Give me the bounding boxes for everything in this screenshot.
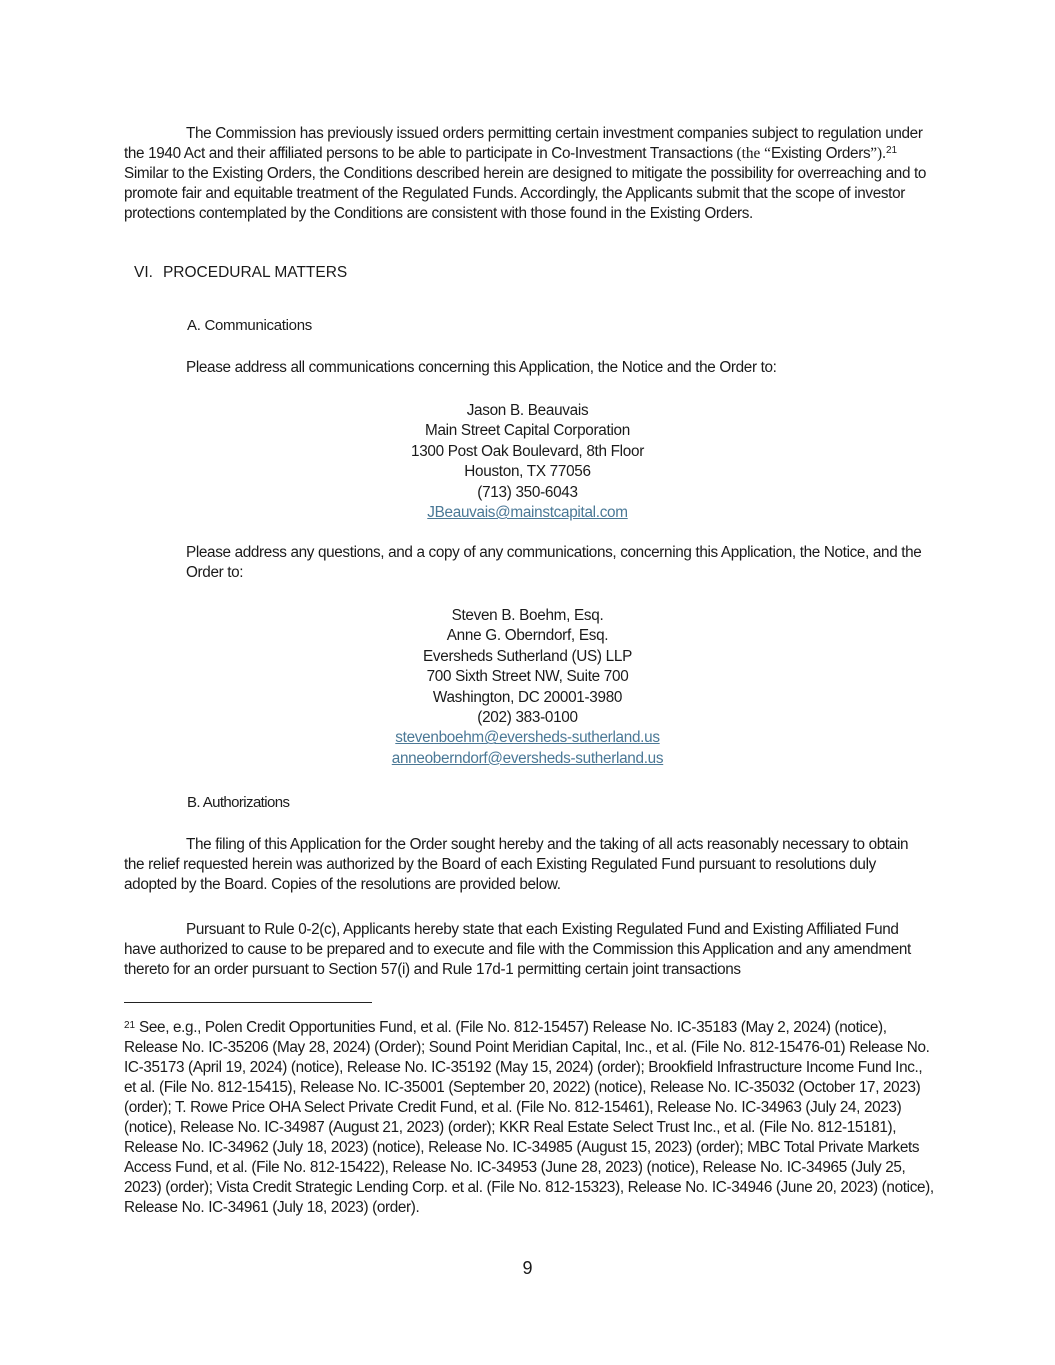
contact-name: Jason B. Beauvais [466, 402, 589, 419]
quote-close: ”). [870, 145, 886, 162]
contact-email-link[interactable]: anneoberndorf@eversheds-sutherland.us [391, 749, 664, 767]
contact-name: Anne G. Oberndorf, Esq. [446, 627, 609, 645]
contact-email-link[interactable]: stevenboehm@eversheds-sutherland.us [395, 729, 660, 747]
footnote-reference[interactable]: 21 [885, 145, 898, 156]
contact-phone: (202) 383-0100 [477, 709, 578, 727]
contact-city: Washington, DC 20001-3980 [432, 688, 623, 706]
contact-city: Houston, TX 77056 [464, 463, 591, 481]
contact-street: 700 Sixth Street NW, Suite 700 [426, 668, 629, 686]
contact-firm: Eversheds Sutherland (US) LLP [423, 647, 632, 665]
section-heading [134, 264, 347, 282]
section-number: VI. [134, 264, 153, 281]
footnote-21 [124, 1018, 936, 1218]
contact-block-eversheds [0, 606, 1055, 769]
paragraph-text-continued: Similar to the Existing Orders, the Conditions described herein are designed to mitigate the possibility for overreaching and to promote fair and equitable treatment of the Regulated Funds. Accordingly, the Applicants submit that the scope of investor protections contemplated by the Conditions are consistent with those found in the Existing Orders. [124, 165, 927, 222]
paragraph-existing-orders [124, 124, 932, 224]
paragraph-communications: Please address all communications concerning this Application, the Notice and the Order to: [186, 359, 777, 376]
contact-phone: (713) 350-6043 [477, 483, 578, 501]
contact-street: 1300 Post Oak Boulevard, 8th Floor [411, 442, 644, 460]
subsection-heading-authorizations: B. Authorizations [187, 794, 290, 811]
page-number: 9 [522, 1258, 533, 1278]
subsection-heading-communications: A. Communications [187, 317, 312, 334]
footnote-text: See, e.g., Polen Credit Opportunities Fund, et al. (File No. 812-15457) Release No. IC-35183 (May 2, 2024) (notice), Release No. IC-35206 (May 28, 2024) (Order); Sound Point Meridian Capital, Inc., et al. (File No. 812-15476-01) Release No. IC-35173 (April 19, 2024) (notice), Release No. IC-35192 (May 15, 2024) (order); Brookfield Infrastructure Income Fund Inc., et al. (File No. 812-15415), Release No. IC-35001 (September 20, 2022) (notice), Release No. IC-35032 (October 17, 2023) (order); T. Rowe Price OHA Select Private Credit Fund, et al. (File No. 812-15461), Release No. IC-34963 (July 24, 2023) (notice), Release No. IC-34987 (August 21, 2023) (order); KKR Real Estate Select Trust Inc., et al. (File No. 812-15181), Release No. IC-34962 (July 18, 2023) (notice), Release No. IC-34985 (August 15, 2023) (order); MBC Total Private Markets Access Fund, et al. (File No. 812-15422), Release No. IC-34953 (June 28, 2023) (notice), Release No. IC-34965 (July 25, 2023) (order); Vista Credit Strategic Lending Corp. et al. (File No. 812-15323), Release No. IC-34946 (June 20, 2023) (notice), Release No. IC-34961 (July 18, 2023) (order). [124, 1019, 934, 1216]
paragraph-rule-0-2: Pursuant to Rule 0-2(c), Applicants hereby state that each Existing Regulated Fund and Existing Affiliated Fund have authorized to cause to be prepared and to execute and file with the Commission this Application and any amendment thereto for an order pursuant to Section 57(i) and Rule 17d-1 permitting certain joint transactions [124, 921, 911, 978]
contact-email-link[interactable]: JBeauvais@mainstcapital.com [427, 504, 628, 522]
paragraph-questions: Please address any questions, and a copy of any communications, concerning this Application, the Notice, and the Order to: [186, 544, 922, 581]
contact-company: Main Street Capital Corporation [425, 422, 630, 440]
footnote-separator [124, 1002, 372, 1003]
section-title: PROCEDURAL MATTERS [162, 264, 348, 281]
paragraph-filing: The filing of this Application for the Order sought hereby and the taking of all acts reasonably necessary to obtain the relief requested herein was authorized by the Board of each Existing Regulated Fund pursuant to resolutions duly adopted by the Board. Copies of the resolutions are provided below. [124, 836, 909, 893]
quoted-term: Existing Orders [770, 145, 871, 162]
quote-open: (the “ [736, 145, 771, 162]
contact-name: Steven B. Boehm, Esq. [451, 607, 604, 624]
paragraph-text: The Commission has previously issued orders permitting certain investment companies subject to regulation under the 1940 Act and their affiliated persons to be able to participate in Co-Investment Transactions [124, 125, 923, 162]
contact-block-main-street [0, 401, 1055, 523]
footnote-number: 21 [124, 1020, 136, 1031]
